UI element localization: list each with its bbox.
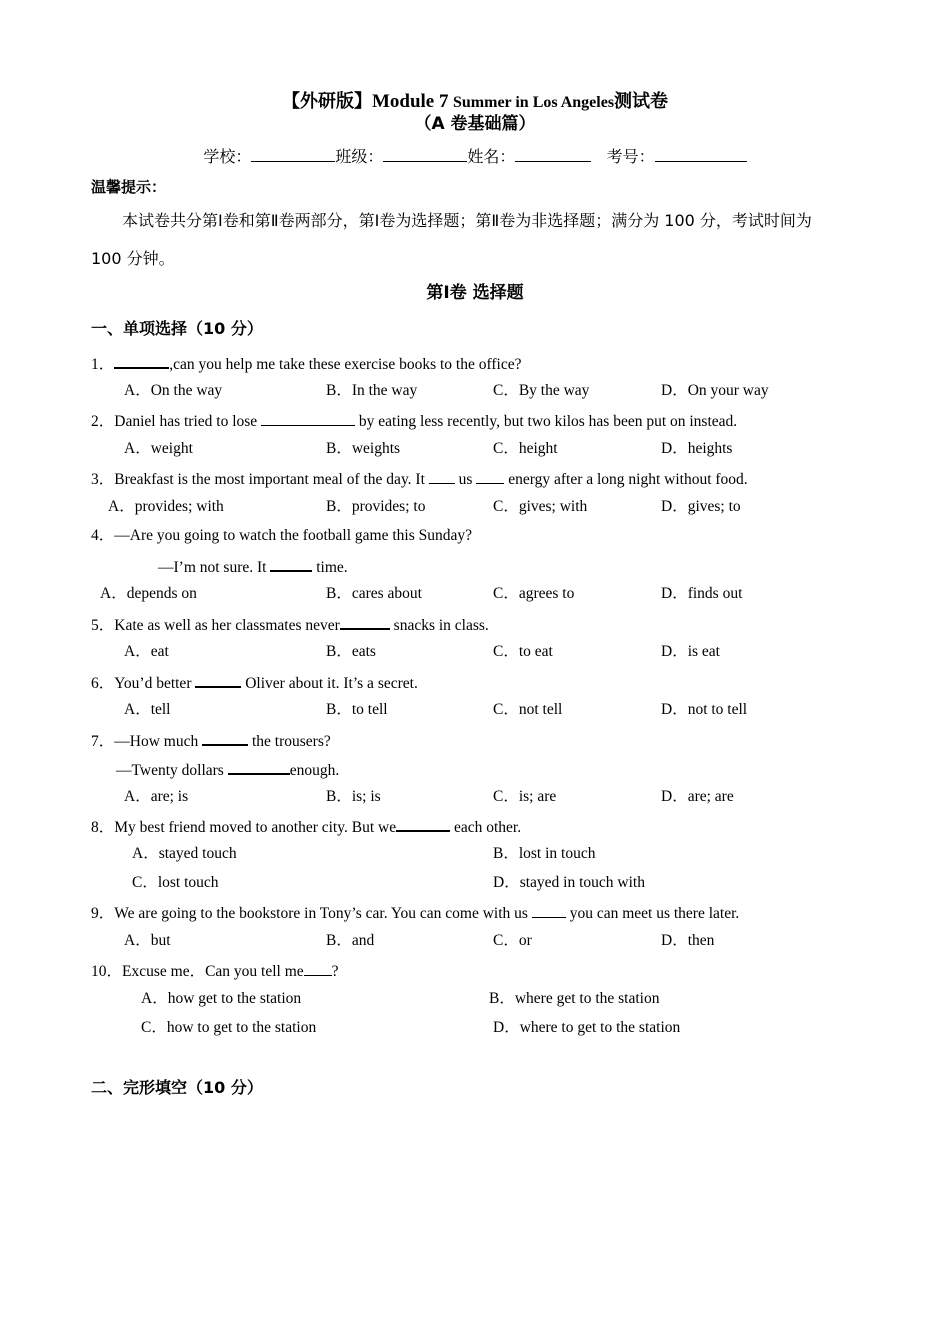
question-2 [91,412,737,430]
option-5d[interactable]: D．is eat [661,643,720,660]
section2-title: 二、完形填空（10 分） [91,1078,263,1097]
exam-no-field[interactable] [655,147,747,162]
option-5c[interactable]: C．to eat [493,643,553,660]
question-text: My best friend moved to another city. But we [114,819,397,836]
exam-no-label: 考号： [606,147,655,166]
question-text: snacks in class. [389,617,489,634]
question-number: 7． [91,733,115,750]
option-6b[interactable]: B．to tell [326,701,388,718]
option-10b[interactable]: B．where get to the station [489,990,660,1007]
answer-blank[interactable] [195,673,241,688]
question-text: enough. [289,762,340,779]
option-8d[interactable]: D．stayed in touch with [493,874,645,891]
question-text: —I’m not sure. It [158,559,271,576]
question-5 [91,615,489,634]
answer-blank[interactable] [114,354,169,369]
question-9 [91,904,739,922]
question-text: Excuse me．Can you tell me [122,963,304,980]
question-text: —How much [114,733,203,750]
question-number: 3． [91,471,115,488]
option-10a[interactable]: A．how get to the station [141,990,302,1007]
question-text: Oliver about it. It’s a secret. [241,675,418,692]
option-4a[interactable]: A．depends on [100,585,197,602]
question-text: Kate as well as her classmates never [114,617,340,634]
question-6 [91,673,418,692]
option-6d[interactable]: D．not to tell [661,701,748,718]
student-info-line [0,147,950,165]
title-suffix: 测试卷 [614,91,669,112]
option-5a[interactable]: A．eat [124,643,169,660]
question-number: 9． [91,905,115,922]
option-8a[interactable]: A．stayed touch [132,845,237,862]
title-module: Module 7 [371,91,449,112]
question-number: 6． [91,675,115,692]
question-text: —Are you going to watch the football game this Sunday? [114,527,472,544]
class-label: 班级： [335,147,384,166]
question-text: —Twenty dollars [116,762,228,779]
question-text: us [454,471,477,488]
name-field[interactable] [515,147,591,162]
answer-blank[interactable] [476,470,504,484]
question-number: 1． [91,356,115,373]
option-6c[interactable]: C．not tell [493,701,563,718]
question-text: Daniel has tried to lose [114,413,262,430]
option-7a[interactable]: A．are; is [124,788,189,805]
option-6a[interactable]: A．tell [124,701,171,718]
question-text: by eating less recently, but two kilos has been put on instead. [355,413,738,430]
option-4b[interactable]: B．cares about [326,585,422,602]
question-text: you can meet us there later. [565,905,740,922]
option-3b[interactable]: B．provides; to [326,498,426,515]
exam-subtitle: （A 卷基础篇） [414,114,536,134]
answer-blank[interactable] [261,412,355,426]
option-7b[interactable]: B．is; is [326,788,381,805]
exam-title [0,92,950,111]
question-1 [91,354,521,373]
option-2c[interactable]: C．height [493,440,558,457]
question-number: 2． [91,413,115,430]
question-10 [91,962,339,980]
option-5b[interactable]: B．eats [326,643,376,660]
question-text: time. [312,559,348,576]
notice-label: 温馨提示： [91,178,167,196]
title-unit: Summer in Los Angeles [452,94,615,111]
option-3c[interactable]: C．gives; with [493,498,588,515]
option-1a[interactable]: A．On the way [124,382,223,399]
question-text: ,can you help me take these exercise books to the office? [169,356,522,373]
question-number: 5． [91,617,115,634]
question-7-reply [116,760,339,779]
answer-blank[interactable] [202,731,248,746]
option-1c[interactable]: C．By the way [493,382,590,399]
answer-blank[interactable] [396,817,450,832]
option-2b[interactable]: B．weights [326,440,401,457]
option-10d[interactable]: D．where to get to the station [493,1019,681,1036]
option-9b[interactable]: B．and [326,932,375,949]
option-7d[interactable]: D．are; are [661,788,734,805]
option-9a[interactable]: A．but [124,932,171,949]
answer-blank[interactable] [532,904,566,918]
class-field[interactable] [383,147,467,162]
option-8c[interactable]: C．lost touch [132,874,219,891]
question-text: energy after a long night without food. [504,471,748,488]
notice-line-2: 100 分钟。 [91,249,175,268]
answer-blank[interactable] [304,962,332,976]
question-text: ? [331,963,339,980]
answer-blank[interactable] [270,557,312,572]
option-2d[interactable]: D．heights [661,440,733,457]
answer-blank[interactable] [429,470,455,484]
option-1d[interactable]: D．On your way [661,382,769,399]
option-8b[interactable]: B．lost in touch [493,845,596,862]
question-4 [91,528,472,544]
question-4-reply [158,557,348,576]
option-9c[interactable]: C．or [493,932,532,949]
question-text: each other. [450,819,522,836]
notice-line-1: 本试卷共分第Ⅰ卷和第Ⅱ卷两部分，第Ⅰ卷为选择题；第Ⅱ卷为非选择题；满分为 100 分，考试时间为 [122,211,812,230]
option-3a[interactable]: A．provides; with [108,498,224,515]
question-text: You’d better [114,675,196,692]
question-number: 8． [91,819,115,836]
option-9d[interactable]: D．then [661,932,715,949]
title-bracket: 【外研版】 [281,91,372,112]
section1-title: 一、单项选择（10 分） [91,319,263,338]
answer-blank[interactable] [340,615,390,630]
school-label: 学校： [203,147,252,166]
school-field[interactable] [251,147,335,162]
answer-blank[interactable] [228,760,290,775]
question-number: 10． [91,963,123,980]
question-text: We are going to the bookstore in Tony’s car. You can come with us [114,905,532,922]
option-1b[interactable]: B．In the way [326,382,418,399]
question-text: Breakfast is the most important meal of the day. It [114,471,429,488]
question-number: 4． [91,527,115,544]
option-4c[interactable]: C．agrees to [493,585,575,602]
option-7c[interactable]: C．is; are [493,788,557,805]
question-text: the trousers? [248,733,331,750]
option-4d[interactable]: D．finds out [661,585,743,602]
question-7 [91,731,331,750]
option-3d[interactable]: D．gives; to [661,498,741,515]
question-3 [91,470,748,488]
part1-title: 第Ⅰ卷 选择题 [426,283,524,303]
option-2a[interactable]: A．weight [124,440,193,457]
option-10c[interactable]: C．how to get to the station [141,1019,317,1036]
question-8 [91,817,521,836]
name-label: 姓名： [467,147,516,166]
